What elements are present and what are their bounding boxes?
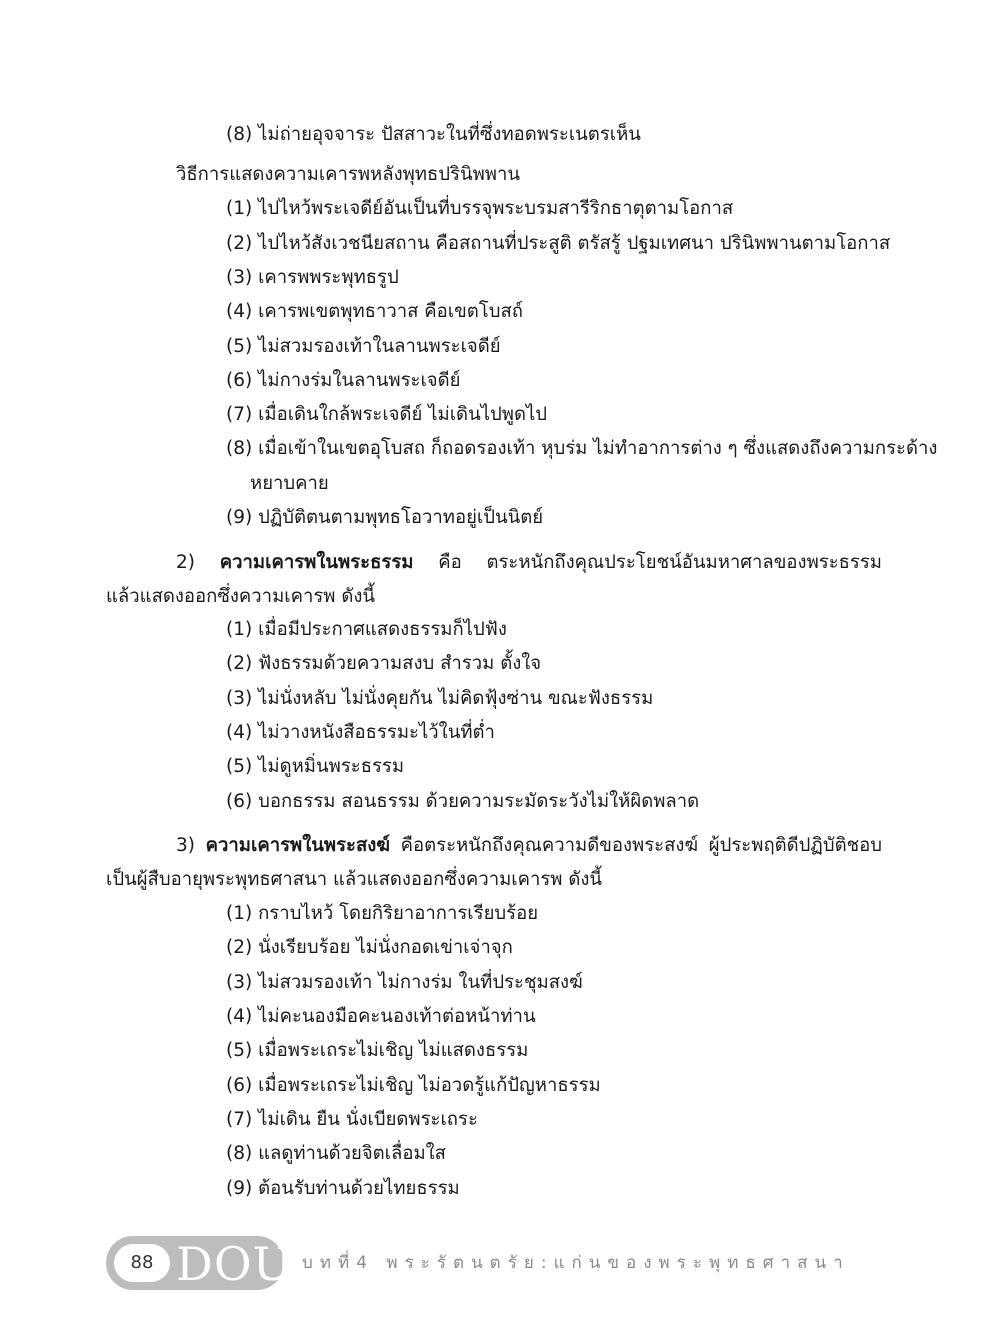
chapter-title: บทที่4 พระรัตนตรัย:แก่นของพระพุทธศาสนา [302,1253,850,1273]
footer-badge [106,1236,293,1291]
dhamma-intro-text: คือ ตระหนักถึงคุณประโยชน์อันมหาศาลของพระธรรม [413,552,882,573]
list-item: (6) เมื่อพระเถระไม่เชิญ ไม่อวดรู้แก้ปัญหาธรรม [226,1075,601,1096]
list-item: (3) ไม่สวมรองเท้า ไม่กางร่ม ในที่ประชุมสงฆ์ [226,972,583,993]
section-number: 3) [176,835,195,856]
list-item: (8) ไม่ถ่ายอุจจาระ ปัสสาวะในที่ซึ่งทอดพระเนตรเห็น [226,124,641,145]
list-item: (5) ไม่ดูหมิ่นพระธรรม [226,756,405,777]
list-item: (1) ไปไหว้พระเจดีย์อันเป็นที่บรรจุพระบรมสารีริกธาตุตามโอกาส [226,198,734,219]
list-item: (4) เคารพเขตพุทธาวาส คือเขตโบสถ์ [226,301,523,322]
dhamma-intro [176,546,882,580]
dhamma-intro-continuation: แล้วแสดงออกซึ่งความเคารพ ดังนี้ [106,586,376,607]
list-item: (7) ไม่เดิน ยืน นั่งเบียดพระเถระ [226,1109,478,1130]
list-item: (1) เมื่อมีประกาศแสดงธรรมก็ไปฟัง [226,619,507,640]
page-number: 88 [114,1244,170,1282]
list-item: (3) เคารพพระพุทธรูป [226,267,399,288]
section-heading-after-nirvana: วิธีการแสดงความเคารพหลังพุทธปรินิพพาน [176,164,521,185]
list-item: (4) ไม่วางหนังสือธรรมะไว้ในที่ต่ำ [226,722,495,743]
sangha-intro-continuation: เป็นผู้สืบอายุพระพุทธศาสนา แล้วแสดงออกซึ่งความเคารพ ดังนี้ [106,869,603,890]
sangha-intro [176,829,882,863]
dou-logo: DOU [176,1237,293,1291]
section-title-sangha: ความเคารพในพระสงฆ์ [205,835,391,856]
list-item: (8) แลดูท่านด้วยจิตเลื่อมใส [226,1143,446,1164]
list-item: (6) ไม่กางร่มในลานพระเจดีย์ [226,370,461,391]
section-title-dhamma: ความเคารพในพระธรรม [219,552,414,573]
list-item: (3) ไม่นั่งหลับ ไม่นั่งคุยกัน ไม่คิดฟุ้งซ่าน ขณะฟังธรรม [226,688,654,709]
list-item: (6) บอกธรรม สอนธรรม ด้วยความระมัดระวังไม่ให้ผิดพลาด [226,791,700,812]
list-item: (2) ฟังธรรมด้วยความสงบ สำรวม ตั้งใจ [226,653,542,674]
sangha-intro-text: คือตระหนักถึงคุณความดีของพระสงฆ์ ผู้ประพฤติดีปฏิบัติชอบ [390,835,882,856]
list-item: (2) ไปไหว้สังเวชนียสถาน คือสถานที่ประสูติ ตรัสรู้ ปฐมเทศนา ปรินิพพานตามโอกาส [226,233,891,254]
page-footer [106,1236,906,1290]
list-item: (1) กราบไหว้ โดยกิริยาอาการเรียบร้อย [226,903,539,924]
list-item: (5) เมื่อพระเถระไม่เชิญ ไม่แสดงธรรม [226,1040,529,1061]
list-item: (5) ไม่สวมรองเท้าในลานพระเจดีย์ [226,336,501,357]
list-item: (8) เมื่อเข้าในเขตอุโบสถ ก็ถอดรองเท้า หุบร่ม ไม่ทำอาการต่าง ๆ ซึ่งแสดงถึงความกระด้าง [226,438,938,459]
list-item: (9) ปฏิบัติตนตามพุทธโอวาทอยู่เป็นนิตย์ [226,507,544,528]
list-item: (9) ต้อนรับท่านด้วยไทยธรรม [226,1178,460,1199]
list-item: (4) ไม่คะนองมือคะนองเท้าต่อหน้าท่าน [226,1006,536,1027]
list-item-continuation: หยาบคาย [250,473,329,494]
list-item: (7) เมื่อเดินใกล้พระเจดีย์ ไม่เดินไปพูดไป [226,404,548,425]
list-item: (2) นั่งเรียบร้อย ไม่นั่งกอดเข่าเจ่าจุก [226,937,513,958]
section-number: 2) [176,552,195,573]
